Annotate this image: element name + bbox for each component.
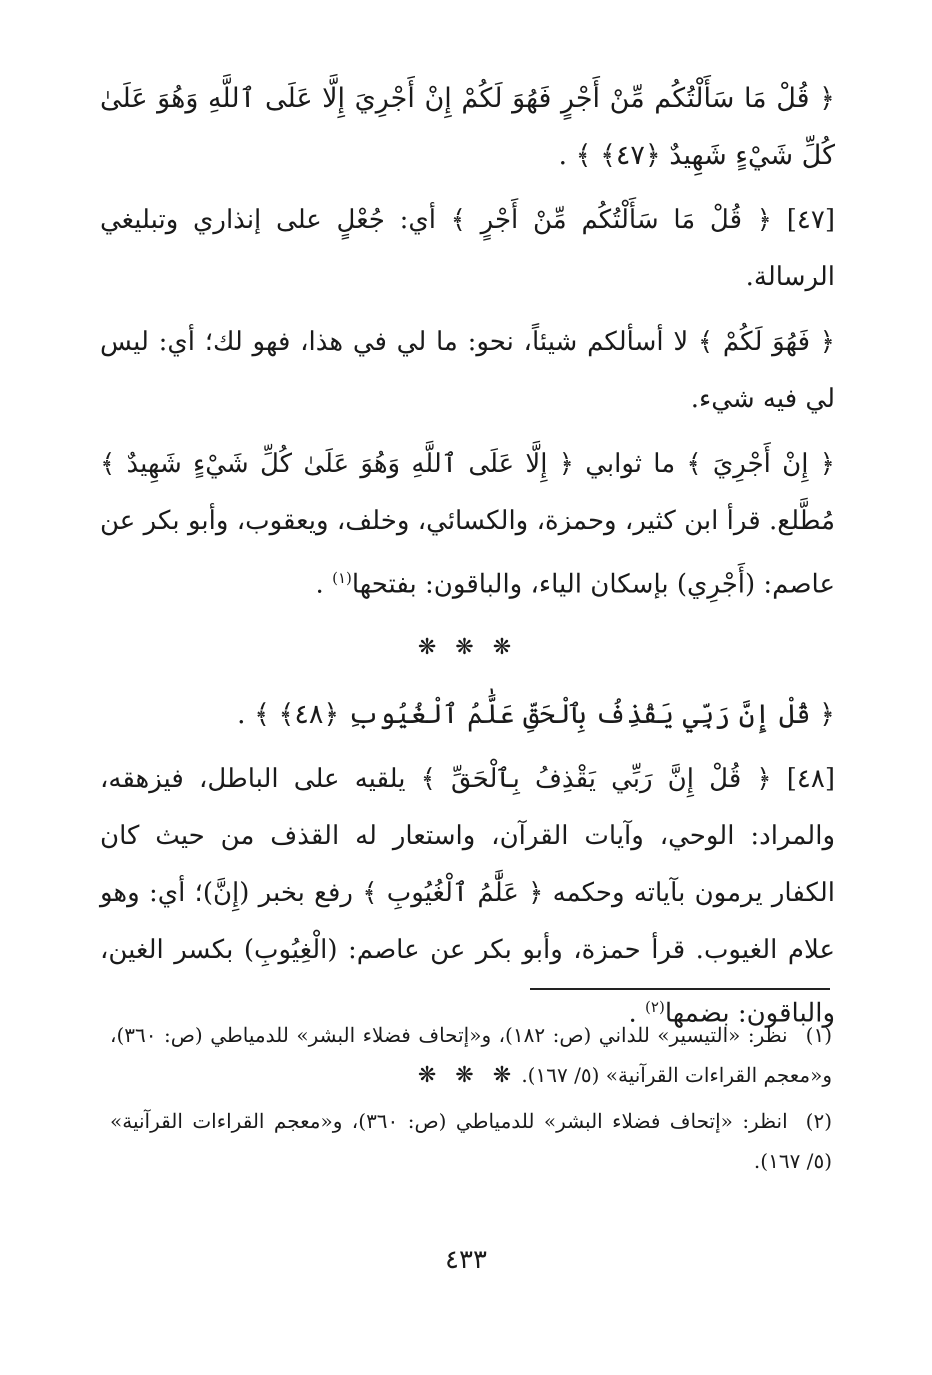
page-body <box>100 70 835 1114</box>
footnote-ref-2[interactable]: (٢) <box>645 997 665 1016</box>
footnote-1 <box>110 1015 832 1095</box>
footnote-2 <box>110 1101 832 1181</box>
footnotes <box>110 1015 832 1187</box>
footnote-number: (٢) <box>805 1109 832 1133</box>
commentary-48-text: [٤٨] ﴿ قُلْ إِنَّ رَبِّي يَقْذِفُ بِٱلْحَقِّ ﴾ يلقيه على الباطل، فيزهقه، والمراد: الوحي، وآيات القرآن، واستعار له القذف من حيث كان الكفار يرمون بآياته وحكمه ﴿ عَلَّٰمُ ٱلْغُيُوبِ ﴾ رفع بخبر (إِنَّ)؛ أي: وهو علام الغيوب. قرأ حمزة، وأبو بكر عن عاصم: (الْغِيُوبِ) بكسر الغين، والباقون: بضمها <box>100 763 835 1029</box>
footnote-divider <box>530 988 830 990</box>
footnote-ref-1[interactable]: (١) <box>332 569 352 587</box>
section-separator-2: ❋ ❋ ❋ <box>417 1063 518 1089</box>
commentary-47-meaning: [٤٧] ﴿ قُلْ مَا سَأَلْتُكُم مِّنْ أَجْرٍ ﴾ أي: جُعْلٍ على إنذاري وتبليغي الرسالة. <box>100 205 835 292</box>
commentary-47-fahuwa-lakum: ﴿ فَهُوَ لَكُمْ ﴾ لا أسألكم شيئاً، نحو: ما لي في هذا، فهو لك؛ أي: ليس لي فيه شيء. <box>100 327 835 414</box>
commentary-48-end: . <box>628 998 646 1029</box>
section-separator-1: ❋ ❋ ❋ <box>417 634 518 660</box>
verse-47: ﴿ قُلْ مَا سَأَلْتُكُم مِّنْ أَجْرٍ فَهُوَ لَكُمْ إِنْ أَجْرِيَ إِلَّا عَلَى ٱللَّهِ وَهُوَ عَلَىٰ كُلِّ شَيْءٍ شَهِيدٌ ﴿٤٧﴾ ﴾ . <box>100 83 835 171</box>
commentary-47-ajri-text: ﴿ إِنْ أَجْرِيَ ﴾ ما ثوابي ﴿ إِلَّا عَلَى ٱللَّهِ وَهُوَ عَلَىٰ كُلِّ شَيْءٍ شَهِيدٌ ﴾ مُطَّلع. قرأ ابن كثير، وحمزة، والكسائي، وخلف، ويعقوب، وأبو بكر عن عاصم: (أَجْرِي) بإسكان الياء، والباقون: بفتحها <box>100 449 835 600</box>
commentary-48 <box>100 751 835 1043</box>
commentary-47-ajri-end: . <box>315 569 333 600</box>
commentary-47-ajri <box>100 436 835 614</box>
footnote-number: (١) <box>805 1023 833 1047</box>
page-number: ٤٣٣ <box>445 1245 487 1275</box>
footnote-text: نظر: «التيسير» للداني (ص: ١٨٢)، و«إتحاف فضلاء البشر» للدمياطي (ص: ٣٦٠)، و«معجم القراءات القرآنية» (٥/ ١٦٧). <box>110 1023 832 1087</box>
footnote-text: انظر: «إتحاف فضلاء البشر» للدمياطي (ص: ٣٦٠)، و«معجم القراءات القرآنية» (٥/ ١٦٧). <box>110 1109 832 1173</box>
verse-48: ﴿ قُلْ إِنَّ رَبِّي يَقْذِفُ بِٱلْحَقِّ عَلَّٰمُ ٱلْغُيُوبِ ﴿٤٨﴾ ﴾ . <box>236 698 835 730</box>
